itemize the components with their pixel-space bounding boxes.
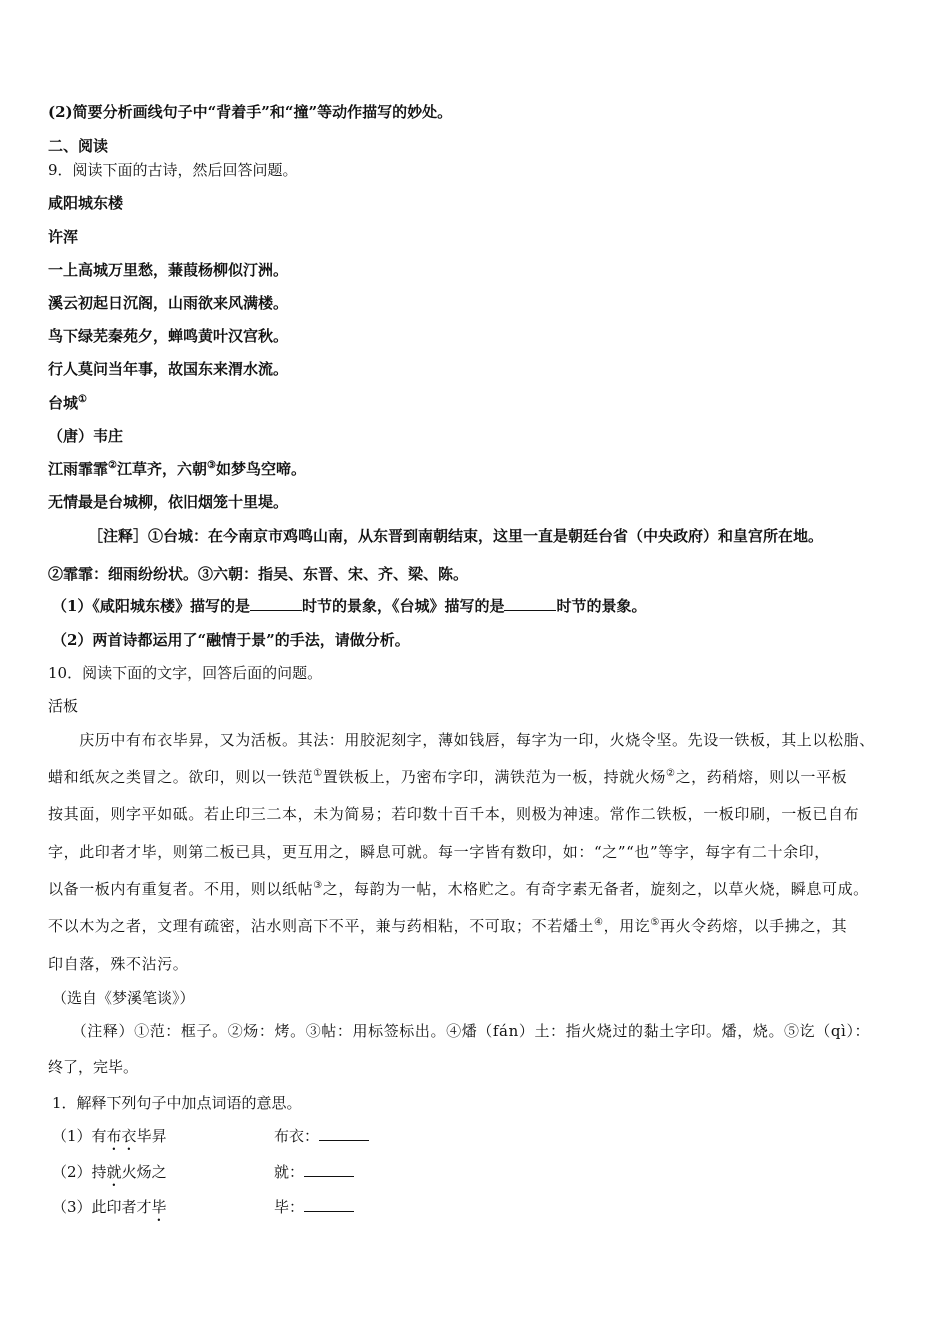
section-title: 二、阅读 [48, 137, 109, 155]
poem2-line: 无情最是台城柳，依旧烟笼十里堤。 [48, 493, 289, 511]
question-9-sub2: （2）两首诗都运用了“融情于景”的手法，请做分析。 [52, 631, 410, 649]
passage-line: 庆历中有布衣毕昇，又为活板。其法：用胶泥刻字，薄如钱唇，每字为一印，火烧令坚。先设一铁板，其上以松脂、 [48, 731, 875, 749]
poem2-title: 台城① [48, 394, 87, 412]
poem1-author: 许浑 [48, 228, 79, 246]
poem1-line: 行人莫问当年事，故国东来渭水流。 [48, 360, 289, 378]
question-10-stem: 10．阅读下面的文字，回答后面的问题。 [48, 664, 323, 682]
question-8-2: (2)简要分析画线句子中“背着手”和“撞”等动作描写的妙处。 [48, 103, 453, 121]
poem1-line: 一上高城万里愁，蒹葭杨柳似汀洲。 [48, 261, 289, 279]
passage-title: 活板 [48, 697, 79, 715]
answer-blank[interactable] [319, 1126, 369, 1141]
passage-line: 按其面，则字平如砥。若止印三二本，未为简易；若印数十百千本，则极为神速。常作二铁板，一板印刷，一板已自布 [48, 805, 860, 823]
answer-blank[interactable] [250, 596, 302, 611]
vocab-item: （2）持就火炀之 就： [52, 1162, 452, 1190]
passage-line: 蜡和纸灰之类冒之。欲印，则以一铁范①置铁板上，乃密布字印，满铁范为一板，持就火炀②之，药稍熔，则以一平板 [48, 768, 848, 786]
answer-blank[interactable] [304, 1197, 354, 1212]
question-9-stem: 9．阅读下面的古诗，然后回答问题。 [48, 161, 298, 179]
passage-source: （选自《梦溪笔谈》） [52, 989, 195, 1007]
vocab-item: （1）有布衣毕昇 布衣： [52, 1126, 452, 1154]
passage-line: 字，此印者才毕，则第二板已具，更互用之，瞬息可就。每一字皆有数印，如：“之”“也”等字，每字有二十余印， [48, 843, 830, 861]
poem1-title: 咸阳城东楼 [48, 194, 124, 212]
passage-notes-continued: 终了，完毕。 [48, 1058, 139, 1076]
passage-line: 以备一板内有重复者。不用，则以纸帖③之，每韵为一帖，木格贮之。有奇字素无备者，旋刻之，以草火烧，瞬息可成。 [48, 880, 869, 898]
answer-blank[interactable] [504, 596, 556, 611]
passage-line: 印自落，殊不沾污。 [48, 955, 189, 973]
passage-notes: （注释）①范：框子。②炀：烤。③帖：用标签标出。④燔（fán）土：指火烧过的黏土字印。燔，烧。⑤讫（qì）： [48, 1022, 871, 1040]
question-10-sub-stem: 1．解释下列句子中加点词语的意思。 [52, 1094, 302, 1112]
vocab-item: （3）此印者才毕 毕： [52, 1197, 452, 1225]
poem1-line: 溪云初起日沉阁，山雨欲来风满楼。 [48, 294, 289, 312]
poem2-author: （唐）韦庄 [48, 427, 124, 445]
poem2-line: 江雨霏霏②江草齐，六朝③如梦鸟空啼。 [48, 460, 306, 478]
poem-notes: ［注释］①台城：在今南京市鸡鸣山南，从东晋到南朝结束，这里一直是朝廷台省（中央政府）和皇宫所在地。 [88, 527, 824, 545]
answer-blank[interactable] [304, 1162, 354, 1177]
question-9-sub1: （1）《咸阳城东楼》描写的是 时节的景象，《台城》描写的是 时节的景象。 [52, 597, 647, 615]
passage-line: 不以木为之者，文理有疏密，沾水则高下不平，兼与药相粘，不可取；不若燔土④，用讫⑤再火令药熔，以手拂之，其 [48, 917, 848, 935]
poem-notes-continued: ②霏霏：细雨纷纷状。③六朝：指吴、东晋、宋、齐、梁、陈。 [48, 565, 469, 583]
poem1-line: 鸟下绿芜秦苑夕，蝉鸣黄叶汉宫秋。 [48, 327, 289, 345]
